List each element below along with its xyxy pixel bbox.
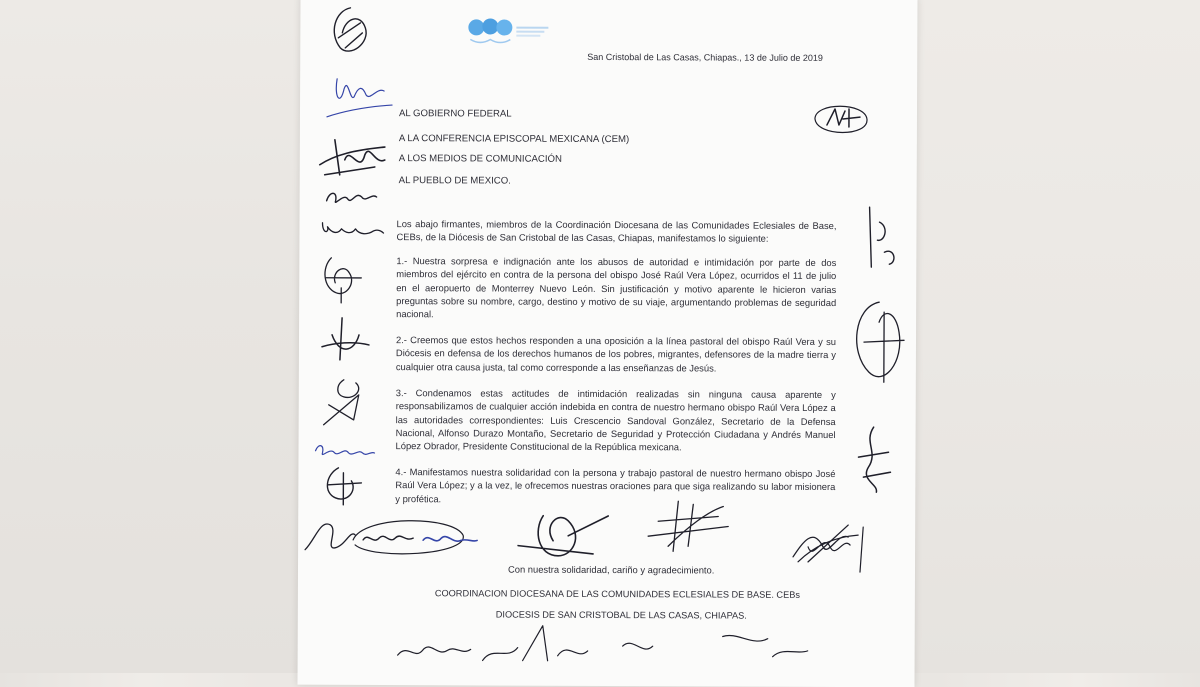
handwritten-signature xyxy=(393,615,813,672)
point-1: 1.- Nuestra sorpresa e indignación ante los abusos de autoridad e intimidación por parte de dos miembros del ejército en contra de la persona del obispo José Raúl Vera López, ocurridos el 11 de julio en el aeropuerto de Monterrey Nuevo León. Sin justificación y motivo aparente le hicieron varias preguntas sobre su nombre, cargo, destino y motivo de su viaje, argumentando problemas de seguridad nacional. xyxy=(396,255,837,320)
handwritten-signature xyxy=(314,375,374,435)
handwritten-signature xyxy=(859,202,904,272)
handwritten-signature xyxy=(844,292,919,392)
point-2: 2.- Creemos que estos hechos responden a una oposición a la línea pastoral del obispo Raúl Vera y su Diócesis en defensa de los derechos humanos de los pobres, migrantes, defensores de la madre tierra y cualquier otra causa justa, tal como corresponde a las enseñanzas de Jesús. xyxy=(395,334,837,374)
handwritten-signature xyxy=(317,213,387,243)
closing-line: Con nuestra solidaridad, cariño y agradecimiento. xyxy=(507,563,715,576)
handwritten-signature xyxy=(343,510,483,566)
intro-paragraph: Los abajo firmantes, miembros de la Coordinación Diocesana de las Comunidades Eclesiales de Base, CEBs, de la Diócesis de San Cristobal de las Casas, Chiapas, manifestamos lo siguiente: xyxy=(396,218,837,244)
letter-page xyxy=(297,0,917,687)
addressee-4: AL PUEBLO DE MEXICO. xyxy=(398,175,511,187)
point-4: 4.- Manifestamos nuestra solidaridad con la persona y trabajo pastoral de nuestro hermano obispo José Raúl Vera López; y a la vez, le ofrecemos nuestras oraciones para que siga realizando su labor misionera y profética. xyxy=(395,466,836,504)
background-right xyxy=(900,0,1200,673)
handwritten-signature xyxy=(638,496,738,556)
handwritten-signature xyxy=(320,3,380,63)
handwritten-signature xyxy=(315,135,395,185)
handwritten-signature xyxy=(513,506,623,566)
handwritten-signature xyxy=(848,422,898,497)
place-date: San Cristobal de Las Casas, Chiapas., 13 de Julio de 2019 xyxy=(587,51,823,63)
point-3: 3.- Condenamos estas actitudes de intimidación realizadas sin ninguna causa aparente y responsabilizamos de cualquier acción indebida en contra de nuestro hermano obispo Raúl Vera López a las autoridades correspondientes: Luis Crescencio Sandoval González, Secretario de la Defensa Nacional, Alfonso Durazo Montaño, Secretario de Seguridad y Protección Ciudadana y Andrés Manuel López Obrador, Presidente Constitucional de la República mexicana. xyxy=(395,387,836,453)
addressee-2: A LA CONFERENCIA EPISCOPAL MEXICANA (CEM) xyxy=(398,133,630,146)
handwritten-signature xyxy=(310,437,380,465)
signature-block-line-1: COORDINACION DIOCESANA DE LAS COMUNIDADES ECLESIALES DE BASE. CEBs xyxy=(434,588,800,600)
handwritten-signature xyxy=(788,517,898,577)
handwritten-signature xyxy=(311,253,371,308)
ceb-logo xyxy=(466,13,556,49)
handwritten-signature xyxy=(805,97,875,142)
handwritten-signature xyxy=(313,463,373,508)
addressee-1: AL GOBIERNO FEDERAL xyxy=(398,108,512,120)
background-left xyxy=(0,0,300,673)
handwritten-signature xyxy=(314,315,374,365)
addressee-3: A LOS MEDIOS DE COMUNICACIÓN xyxy=(398,153,562,165)
handwritten-signature xyxy=(322,183,382,213)
signature-block-line-2: DIOCESIS DE SAN CRISTOBAL DE LAS CASAS, CHIAPAS. xyxy=(495,609,747,621)
handwritten-signature xyxy=(322,67,402,127)
